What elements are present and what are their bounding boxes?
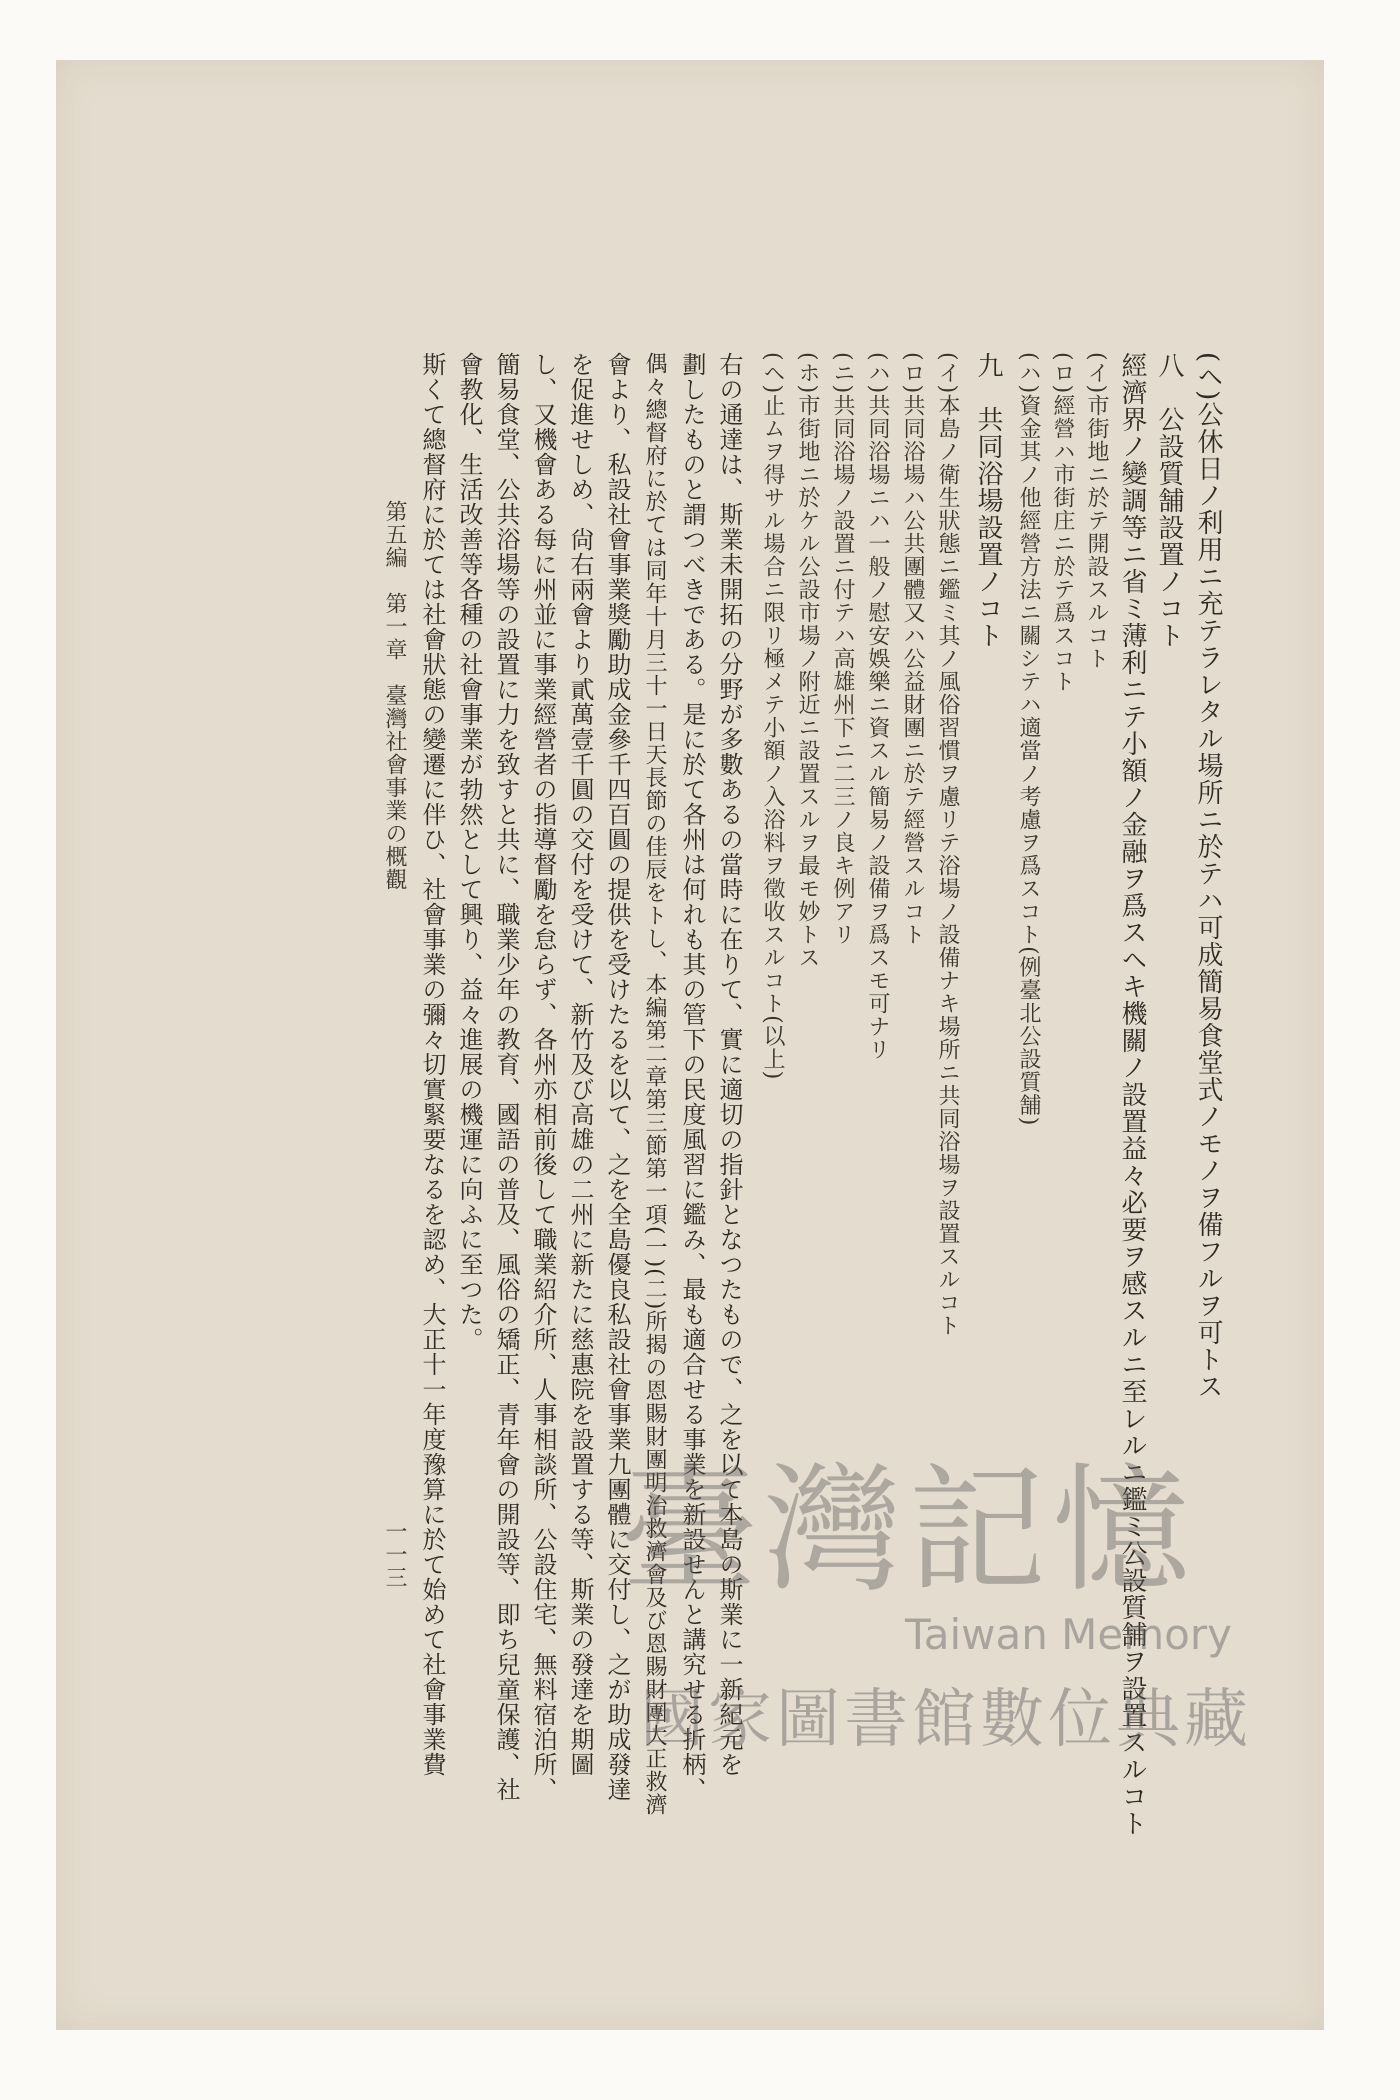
watermark-subtitle: Taiwan Memory <box>905 1610 1232 1659</box>
watermark-title: 臺灣記憶 <box>620 1450 1197 1611</box>
text-line-22: 斯くて總督府に於ては社會狀態の變遷に伴ひ、社會事業の彌々切實緊要なるを認め、大正十一年度豫算に於て始めて社會事業費 <box>418 352 446 1777</box>
text-line-8: (イ)本島ノ衛生狀態ニ鑑ミ其ノ風俗習慣ヲ慮リテ浴場ノ設備ナキ場所ニ共同浴場ヲ設置スルコト <box>935 352 960 1338</box>
text-line-5: (ロ)經營ハ市街庄ニ於テ爲スコト <box>1050 352 1075 694</box>
text-line-4: (イ)市街地ニ於テ開設スルコト <box>1084 352 1109 671</box>
text-line-13: (ヘ)止ムヲ得サル場合ニ限リ極メテ小額ノ入浴料ヲ徵收スルコト(以上) <box>760 352 785 1081</box>
text-line-6: (ハ)資金其ノ他經營方法ニ關シテハ適當ノ考慮ヲ爲スコト(例臺北公設質舗) <box>1016 352 1041 1127</box>
text-line-11: (ニ)共同浴場ノ設置ニ付テハ高雄州下ニ二三ノ良キ例アリ <box>830 352 855 947</box>
page-number: 一一三 <box>382 1520 407 1589</box>
text-line-16: 偶々總督府に於ては同年十月三十一日天長節の佳辰をトし、本編第二章第三節第一項(一)(二)所揭の恩賜財團明治救濟會及び恩賜財團大正救濟 <box>642 352 667 1817</box>
text-line-9: (ロ)共同浴場ハ公共團體又ハ公益財團ニ於テ經營スルコト <box>900 352 925 947</box>
text-line-14: 右の通達は、斯業未開拓の分野が多數あるの當時に在りて、實に適切の指針となつたもので、之を以て本島の斯業に一新紀元を <box>715 352 743 1777</box>
text-line-20: 簡易食堂、公共浴場等の設置に力を致すと共に、職業少年の教育、國語の普及、風俗の矯正、青年會の開設等、即ち兒童保護、社 <box>492 352 520 1802</box>
text-line-7: 九 共同浴場設置ノコト <box>973 352 1003 649</box>
text-line-1: (ヘ)公休日ノ利用ニ充テラレタル場所ニ於テハ可成簡易食堂式ノモノヲ備フルヲ可トス <box>1193 352 1223 1401</box>
text-line-18: を促進せしめ、尙右兩會より貳萬壹千圓の交付を受けて、新竹及び高雄の二州に新たに慈惠院を設置する等、斯業の發達を期圖 <box>566 352 594 1777</box>
text-line-15: 劃したものと謂つべきである。是に於て各州は何れも其の管下の民度風習に鑑み、最も適合せる事業を新設せんと講究せる折柄、 <box>678 352 706 1802</box>
text-line-19: し、又機會ある每に州並に事業經營者の指導督勵を怠らず、各州亦相前後して職業紹介所、人事相談所、公設住宅、無料宿泊所、 <box>529 352 557 1802</box>
running-head: 第五編 第一章 臺灣社會事業の概觀 <box>382 500 407 891</box>
text-line-10: (ハ)共同浴場ニハ一般ノ慰安娛樂ニ資スル簡易ノ設備ヲ爲スモ可ナリ <box>865 352 890 1062</box>
text-line-3: 經濟界ノ變調等ニ省ミ薄利ニテ小額ノ金融ヲ爲スヘキ機關ノ設置益々必要ヲ感スルニ至レルニ鑑ミ公設質舗ヲ設置スルコト <box>1117 352 1147 1837</box>
watermark-library: 國家圖書館數位典藏 <box>640 1683 1252 1757</box>
text-line-2: 八 公設質舗設置ノコト <box>1154 352 1184 649</box>
text-line-17: 會より、私設社會事業獎勵助成金參千四百圓の提供を受けたるを以て、之を全島優良私設社會事業九團體に交付し、之が助成發達 <box>603 352 631 1802</box>
text-line-21: 會教化、生活改善等各種の社會事業が勃然として興り、益々進展の機運に向ふに至つた。 <box>455 352 483 1352</box>
text-line-12: (ホ)市街地ニ於ケル公設市場ノ附近ニ設置スルヲ最モ妙トス <box>795 352 820 970</box>
